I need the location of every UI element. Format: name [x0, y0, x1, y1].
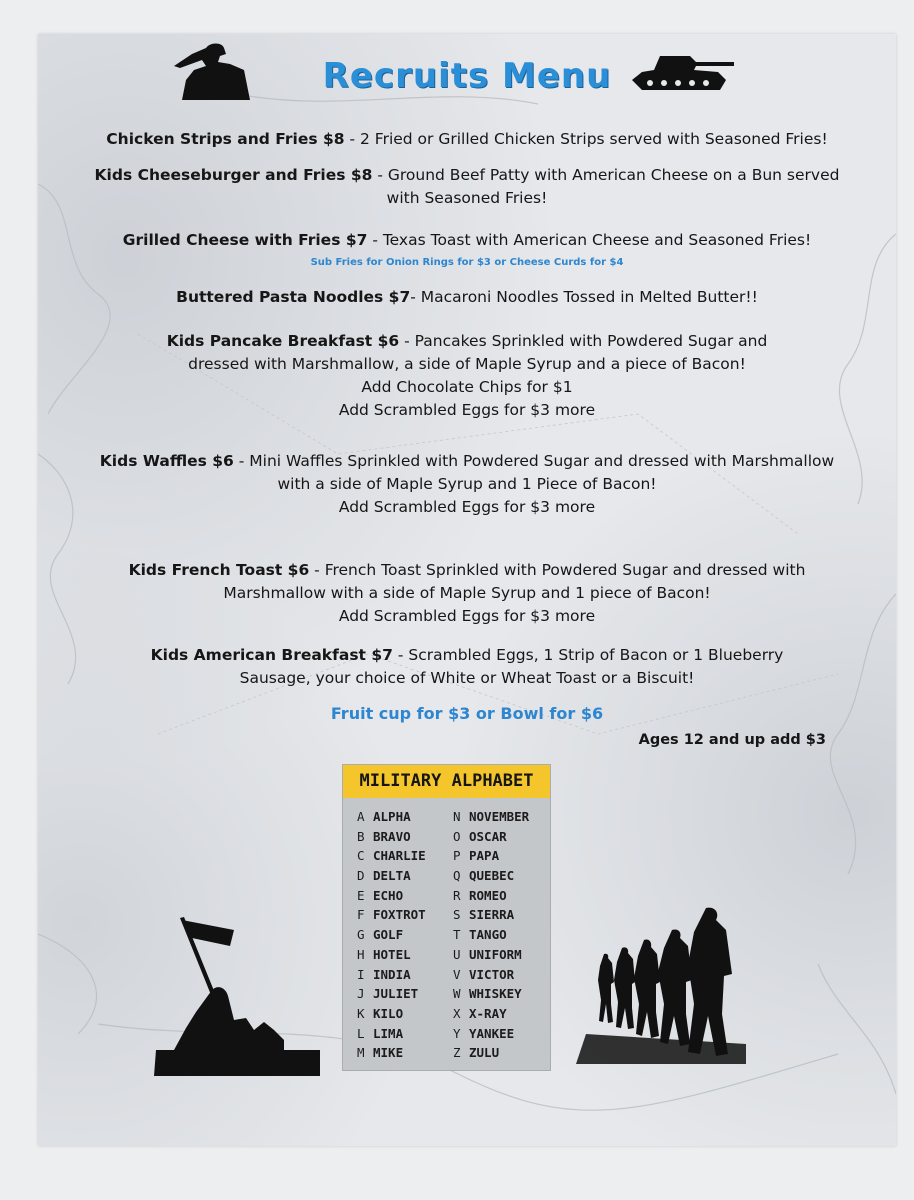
sub-fries-note: Sub Fries for Onion Rings for $3 or Cheese Curds for $4 — [310, 257, 624, 268]
alphabet-word: PAPA — [469, 848, 500, 864]
alphabet-letter: G — [357, 927, 365, 943]
alphabet-letter: L — [357, 1025, 365, 1041]
page-title: Recruits Menu — [322, 56, 612, 96]
alphabet-letter: N — [453, 809, 461, 824]
alphabet-word: ZULU — [469, 1045, 500, 1061]
alphabet-letter: E — [357, 887, 365, 903]
alphabet-letter: U — [453, 946, 461, 962]
tank-icon — [630, 52, 734, 92]
alphabet-row — [453, 1026, 529, 1046]
alphabet-letter: R — [453, 887, 461, 903]
alphabet-word: INDIA — [373, 966, 411, 982]
alphabet-row — [357, 1006, 426, 1026]
alphabet-row — [357, 888, 426, 908]
alphabet-column-left — [357, 809, 426, 1065]
alphabet-letter: A — [357, 809, 365, 824]
alphabet-letter: T — [453, 927, 461, 943]
menu-item-cheeseburger: Kids Cheeseburger and Fries $8 - Ground Beef Patty with American Cheese on a Bun served with Seasoned Fries! — [94, 166, 840, 207]
fruit-note: Fruit cup for $3 or Bowl for $6 — [330, 704, 604, 723]
alphabet-row — [453, 868, 529, 888]
marching-soldiers-icon — [576, 904, 746, 1064]
menu-item-pancake: Kids Pancake Breakfast $6 - Pancakes Sprinkled with Powdered Sugar and dressed with Marshmallow, a side of Maple Syrup and a piece of Bacon! Add Chocolate Chips for $1 Add Scrambled Eggs for $3 more — [166, 332, 768, 419]
menu-item-grilled-cheese: Grilled Cheese with Fries $7 - Texas Toast with American Cheese and Seasoned Fries! — [122, 231, 812, 249]
alphabet-word: FOXTROT — [373, 907, 426, 923]
alphabet-word: X-RAY — [469, 1005, 507, 1021]
alphabet-word: YANKEE — [469, 1025, 515, 1041]
alphabet-word: LIMA — [373, 1025, 404, 1041]
alphabet-letter: J — [357, 986, 365, 1002]
flag-raising-icon — [134, 900, 320, 1076]
alphabet-row — [453, 809, 529, 829]
alphabet-word: HOTEL — [373, 946, 411, 962]
alphabet-word: QUEBEC — [469, 868, 515, 884]
alphabet-word: VICTOR — [469, 966, 515, 982]
menu-item-waffles: Kids Waffles $6 - Mini Waffles Sprinkled with Powdered Sugar and dressed with Marshmallow with a side of Maple Syrup and 1 Piece of Bacon! Add Scrambled Eggs for $3 more — [99, 452, 835, 516]
alphabet-row — [453, 986, 529, 1006]
alphabet-row — [357, 947, 426, 967]
alphabet-word: KILO — [373, 1005, 404, 1021]
alphabet-row — [453, 907, 529, 927]
alphabet-letter: Y — [453, 1025, 461, 1041]
alphabet-row — [357, 809, 426, 829]
menu-item-chicken-strips: Chicken Strips and Fries $8 - 2 Fried or Grilled Chicken Strips served with Seasoned Fries! — [106, 130, 828, 148]
alphabet-row — [357, 986, 426, 1006]
alphabet-row — [453, 829, 529, 849]
alphabet-word: BRAVO — [373, 828, 411, 844]
alphabet-letter: S — [453, 907, 461, 923]
menu-item-american-breakfast: Kids American Breakfast $7 - Scrambled Eggs, 1 Strip of Bacon or 1 Blueberry Sausage, your choice of White or Wheat Toast or a Biscuit! — [150, 646, 784, 687]
ages-note: Ages 12 and up add $3 — [638, 732, 826, 748]
alphabet-word: JULIET — [373, 986, 419, 1002]
alphabet-word: ALPHA — [373, 809, 411, 824]
alphabet-word: WHISKEY — [469, 986, 522, 1002]
alphabet-letter: F — [357, 907, 365, 923]
menu-item-pasta: Buttered Pasta Noodles $7- Macaroni Noodles Tossed in Melted Butter!! — [176, 288, 758, 306]
alphabet-row — [453, 927, 529, 947]
alphabet-row — [357, 907, 426, 927]
alphabet-letter: O — [453, 828, 461, 844]
alphabet-word: DELTA — [373, 868, 411, 884]
alphabet-row — [357, 927, 426, 947]
alphabet-column-right — [453, 809, 529, 1065]
alphabet-letter: Z — [453, 1045, 461, 1061]
alphabet-word: GOLF — [373, 927, 404, 943]
alphabet-letter: W — [453, 986, 461, 1002]
alphabet-row — [453, 1045, 529, 1065]
alphabet-word: NOVEMBER — [469, 809, 530, 824]
alphabet-letter: I — [357, 966, 365, 982]
alphabet-row — [453, 967, 529, 987]
alphabet-letter: P — [453, 848, 461, 864]
alphabet-word: UNIFORM — [469, 946, 522, 962]
alphabet-letter: B — [357, 828, 365, 844]
alphabet-row — [453, 848, 529, 868]
menu-sheet — [38, 34, 896, 1146]
alphabet-letter: C — [357, 848, 365, 864]
alphabet-word: MIKE — [373, 1045, 404, 1061]
alphabet-row — [357, 848, 426, 868]
alphabet-heading: MILITARY ALPHABET — [343, 765, 550, 798]
alphabet-row — [453, 888, 529, 908]
alphabet-word: SIERRA — [469, 907, 515, 923]
military-alphabet-panel — [342, 764, 551, 1071]
alphabet-word: OSCAR — [469, 828, 507, 844]
alphabet-row — [357, 1026, 426, 1046]
alphabet-word: TANGO — [469, 927, 507, 943]
alphabet-letter: D — [357, 868, 365, 884]
alphabet-row — [357, 868, 426, 888]
alphabet-row — [357, 829, 426, 849]
alphabet-letter: V — [453, 966, 461, 982]
alphabet-letter: Q — [453, 868, 461, 884]
alphabet-letter: H — [357, 946, 365, 962]
alphabet-letter: K — [357, 1005, 365, 1021]
alphabet-word: ECHO — [373, 887, 404, 903]
alphabet-row — [357, 1045, 426, 1065]
alphabet-word: CHARLIE — [373, 848, 426, 864]
menu-item-french-toast: Kids French Toast $6 - French Toast Sprinkled with Powdered Sugar and dressed with Marshmallow with a side of Maple Syrup and 1 piece of Bacon! Add Scrambled Eggs for $3 more — [128, 561, 806, 625]
alphabet-row — [453, 1006, 529, 1026]
alphabet-letter: M — [357, 1045, 365, 1061]
alphabet-word: ROMEO — [469, 887, 507, 903]
alphabet-row — [453, 947, 529, 967]
alphabet-letter: X — [453, 1005, 461, 1021]
alphabet-row — [357, 967, 426, 987]
